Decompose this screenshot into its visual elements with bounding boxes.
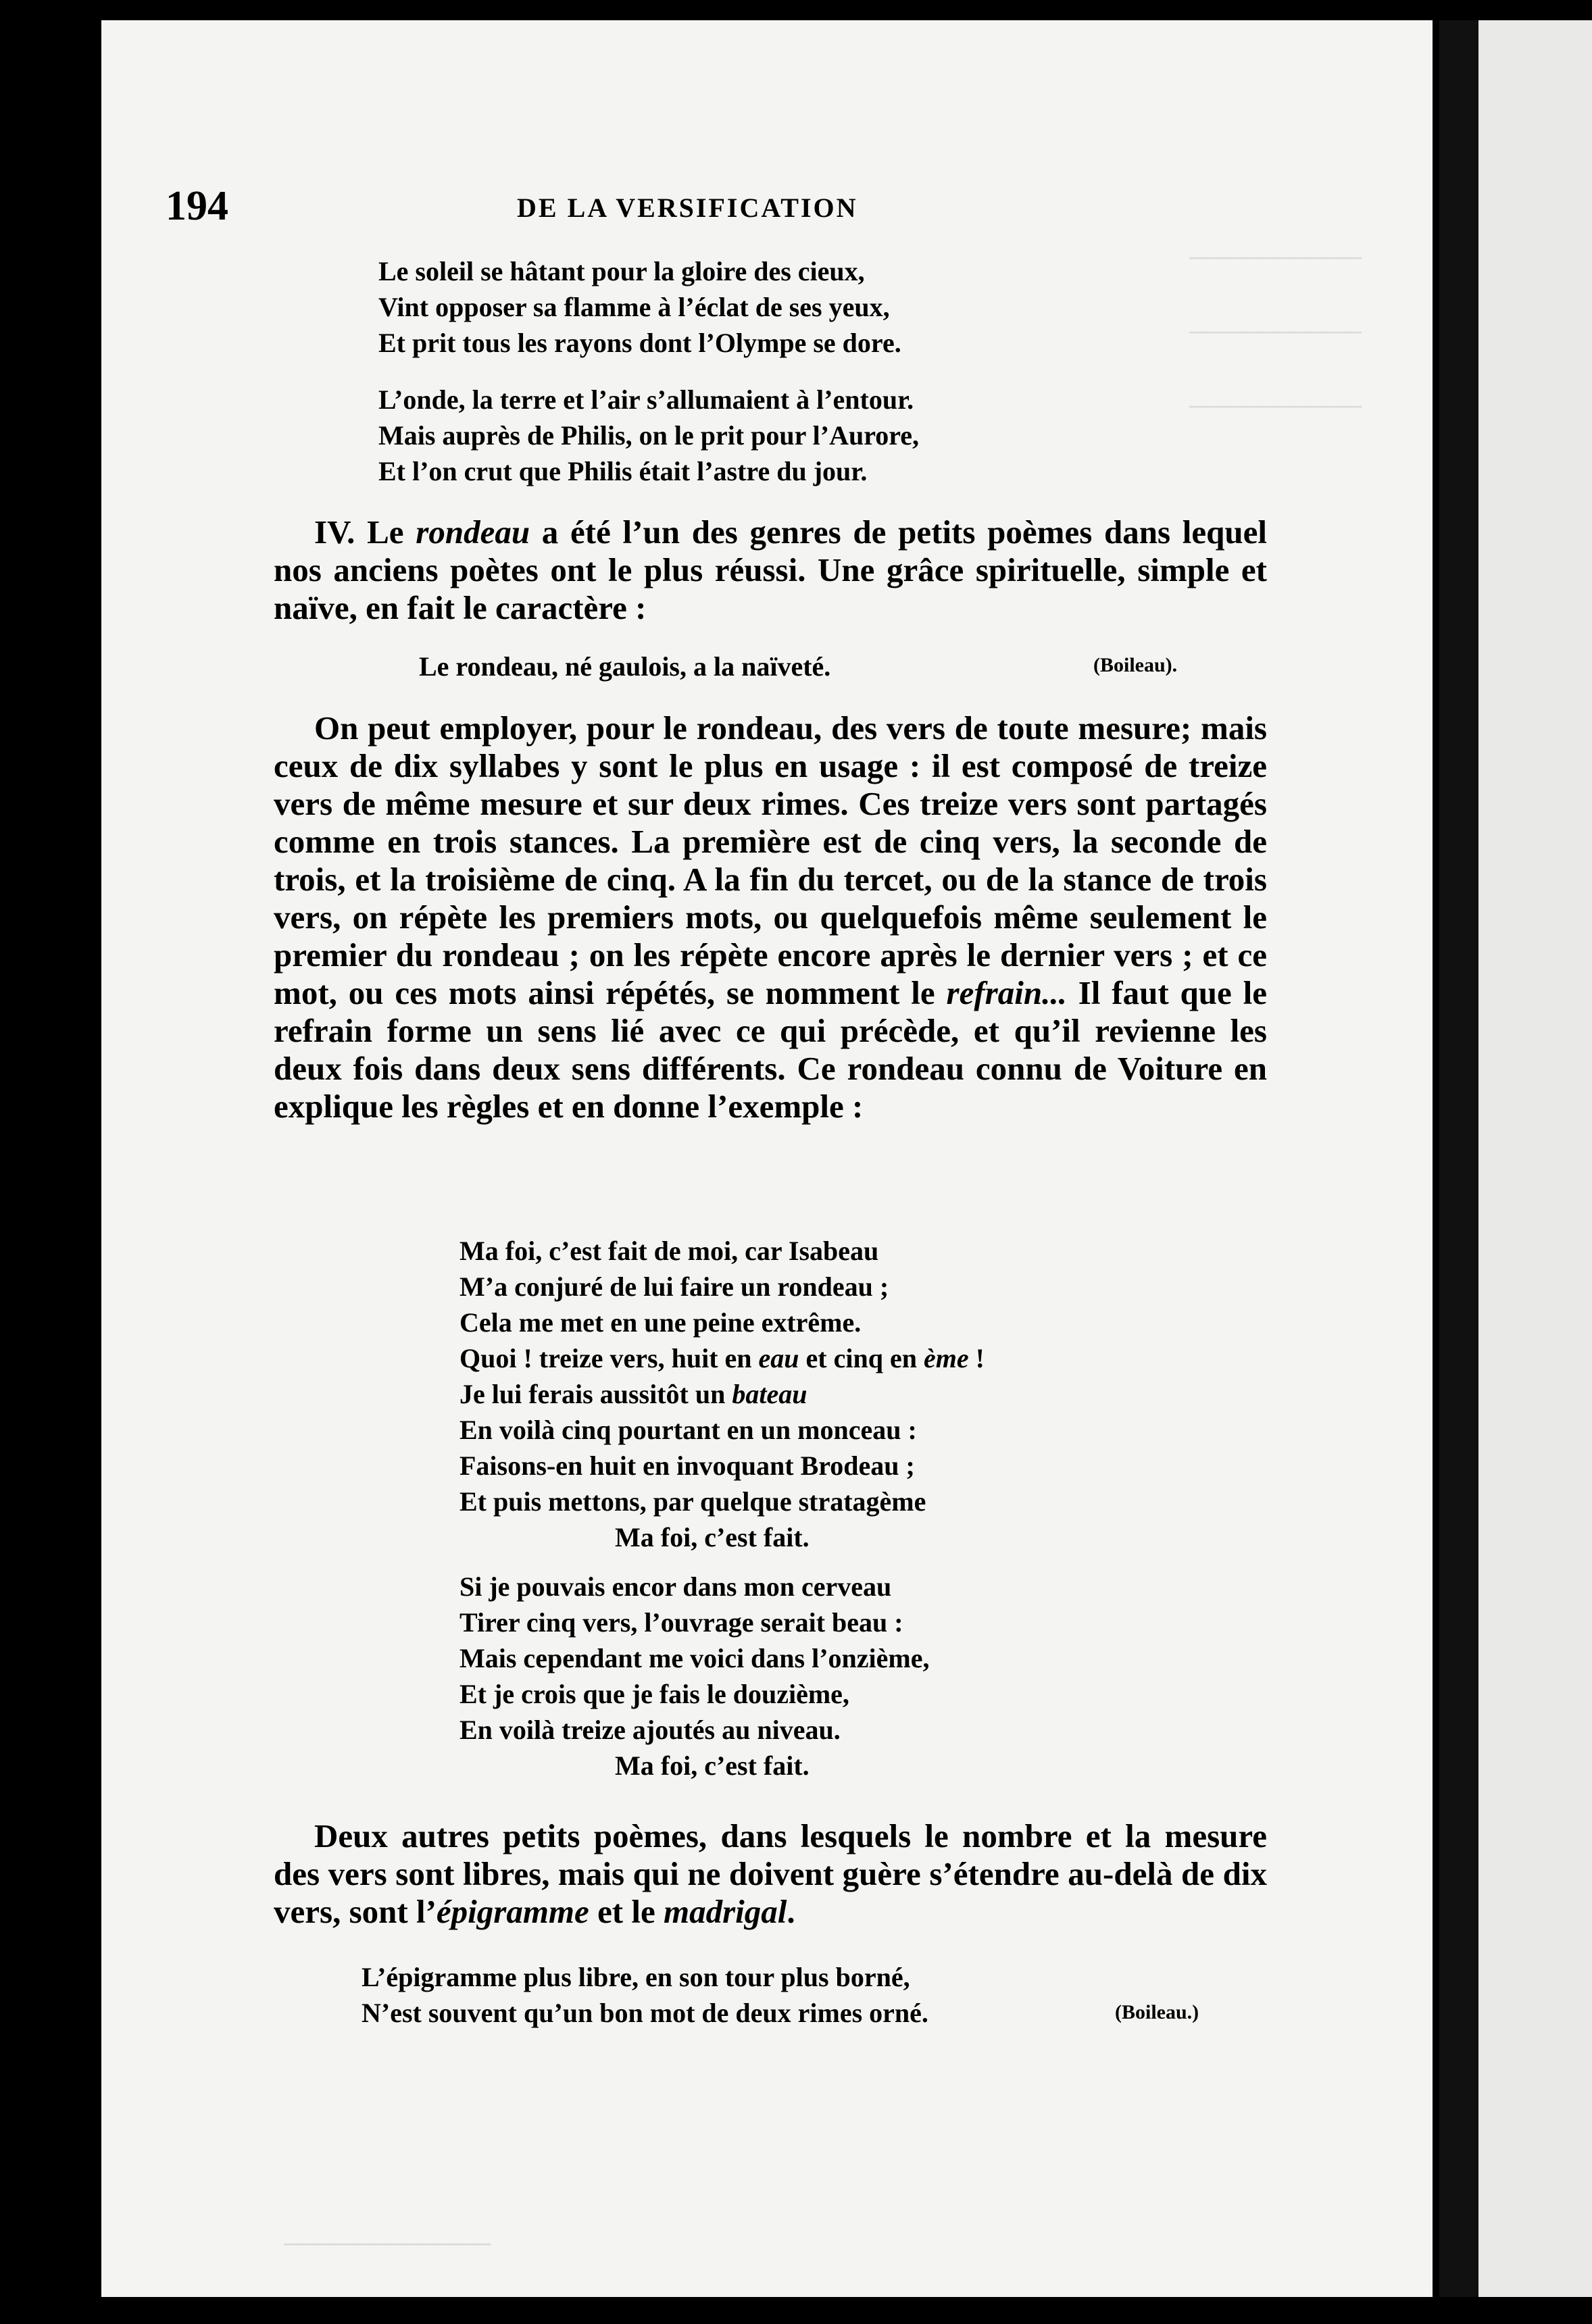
verse-text: ! <box>968 1343 985 1373</box>
verse-emphasis: ème <box>923 1343 969 1373</box>
verse-text: Je lui ferais aussitôt un <box>459 1379 732 1409</box>
verse-line: Et l’on crut que Philis était l’astre du jour. <box>378 456 868 486</box>
verse-line: Si je pouvais encor dans mon cerveau <box>459 1571 892 1602</box>
verse-line: M’a conjuré de lui faire un rondeau ; <box>459 1271 889 1302</box>
adjacent-page-edge <box>1478 20 1592 2297</box>
poem-epigram <box>362 1959 1105 2031</box>
verse-line: L’onde, la terre et l’air s’allumaient à l’entour. <box>378 384 914 415</box>
term-epigramme: épigramme <box>436 1893 589 1930</box>
paragraph-text: et le <box>589 1893 664 1930</box>
page-gutter <box>1439 20 1478 2297</box>
verse-line <box>459 1376 1135 1412</box>
quote-boileau-1 <box>419 649 1027 684</box>
verse-line: Mais cependant me voici dans l’onzième, <box>459 1643 930 1673</box>
page-number: 194 <box>166 183 228 229</box>
verse-line: Et je crois que je fais le douzième, <box>459 1679 849 1709</box>
rondeau-poem <box>459 1233 1135 1784</box>
quote-line: Le rondeau, né gaulois, a la naïveté. <box>419 651 831 682</box>
verse-line <box>459 1340 1135 1376</box>
verse-text: Quoi ! treize vers, huit en <box>459 1343 759 1373</box>
verse-line: Tirer cinq vers, l’ouvrage serait beau : <box>459 1607 903 1638</box>
term-rondeau: rondeau <box>416 513 530 551</box>
verse-line: Cela me met en une peine extrême. <box>459 1307 862 1338</box>
rondeau-rules-paragraph <box>274 709 1267 1126</box>
section-text: a été l’un des genres de petits poèmes dans lequel nos anciens poètes ont le plus réussi. Une grâce spirituelle, simple et naïve, en fait le caractère : <box>274 513 1268 626</box>
verse-line: En voilà cinq pourtant en un monceau : <box>459 1415 917 1445</box>
section-iv-paragraph <box>274 513 1267 627</box>
verse-text: et cinq en <box>799 1343 924 1373</box>
verse-line: Vint opposer sa flamme à l’éclat de ses yeux, <box>378 292 890 322</box>
verse-line: Ma foi, c’est fait de moi, car Isabeau <box>459 1236 879 1266</box>
citation-boileau-2: (Boileau.) <box>1115 2001 1199 2023</box>
verse-line: L’épigramme plus libre, en son tour plus borné, <box>362 1962 910 1992</box>
section-lead: IV. Le <box>314 513 416 551</box>
poem-stanza-1 <box>378 253 1054 361</box>
rules-text-tail: Il faut que le refrain forme un sens lié avec ce qui précède, et qu’il revienne les deux fois dans deux sens différents. Ce rondeau connu de Voiture en explique les règles et en donne l’exemple : <box>274 974 1268 1125</box>
verse-line: Faisons-en huit en invoquant Brodeau ; <box>459 1450 915 1481</box>
verse-line: Et puis mettons, par quelque stratagème <box>459 1486 926 1517</box>
verse-line: Et prit tous les rayons dont l’Olympe se dore. <box>378 328 901 358</box>
verse-line: Mais auprès de Philis, on le prit pour l’Aurore, <box>378 420 920 451</box>
running-title: DE LA VERSIFICATION <box>517 193 858 223</box>
book-page <box>101 20 1433 2297</box>
verse-line: En voilà treize ajoutés au niveau. <box>459 1715 841 1745</box>
refrain-line: Ma foi, c’est fait. <box>615 1750 810 1781</box>
verse-emphasis: eau <box>758 1343 799 1373</box>
paragraph-text: . <box>787 1893 795 1930</box>
verse-emphasis: bateau <box>732 1379 807 1409</box>
refrain-line: Ma foi, c’est fait. <box>615 1522 810 1552</box>
verse-line: Le soleil se hâtant pour la gloire des cieux, <box>378 256 865 286</box>
citation-boileau-1: (Boileau). <box>1093 654 1178 676</box>
verse-line: N’est souvent qu’un bon mot de deux rimes orné. <box>362 1998 928 2028</box>
term-madrigal: madrigal <box>664 1893 787 1930</box>
rules-text: On peut employer, pour le rondeau, des vers de toute mesure; mais ceux de dix syllabes y sont le plus en usage : il est composé de treize vers de même mesure et sur deux rimes. Ces treize vers sont partagés comme en trois stances. La première est de cinq vers, la seconde de trois, et la troisième de cinq. A la fin du tercet, ou de la stance de trois vers, on répète les premiers mots, ou quelquefois même seulement le premier du rondeau ; on les répète encore après le dernier vers ; et ce mot, ou ces mots ainsi répétés, se nomment le <box>274 709 1267 1011</box>
epigram-madrigal-paragraph <box>274 1817 1267 1931</box>
term-refrain: refrain... <box>946 974 1067 1011</box>
poem-stanza-2 <box>378 382 1054 489</box>
page-header <box>166 182 1274 230</box>
paragraph-text: Deux autres petits poèmes, dans lesquels le nombre et la mesure des vers sont libres, mais qui ne doivent guère s’étendre au-delà de dix vers, sont l’ <box>274 1817 1267 1930</box>
